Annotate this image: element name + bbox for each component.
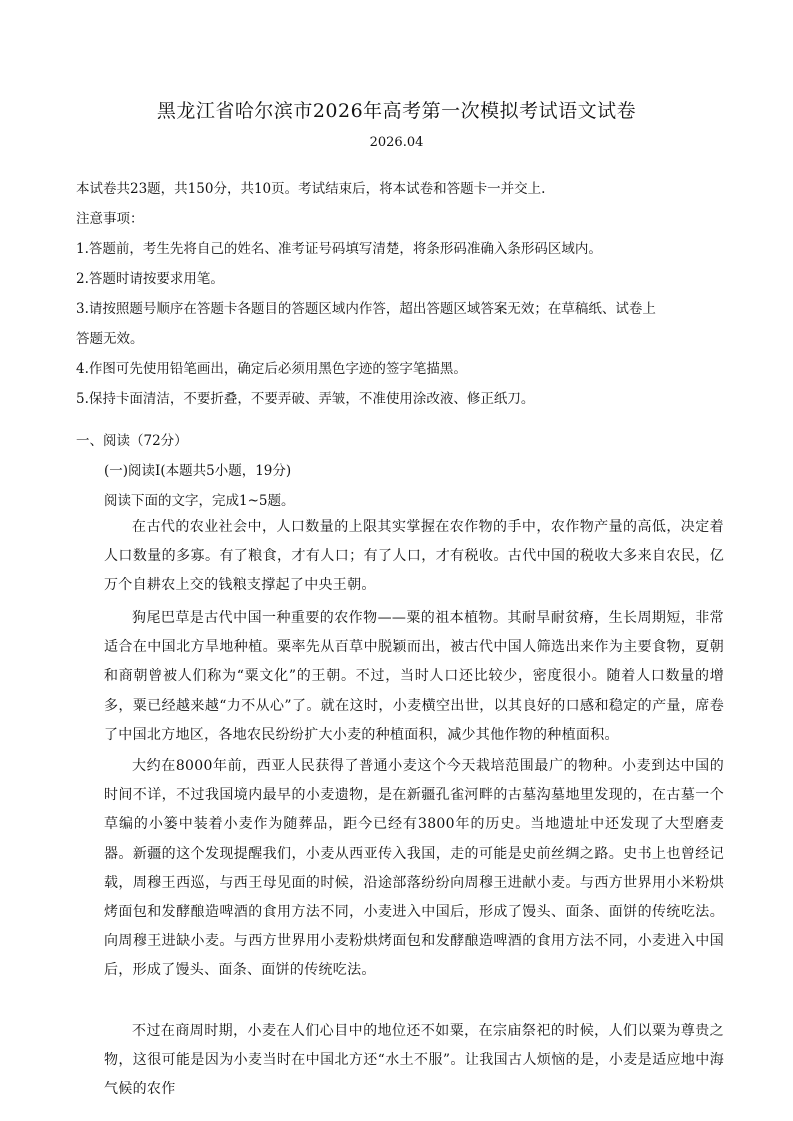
page-title: 黑龙江省哈尔滨市2026年高考第一次模拟考试语文试卷 (156, 100, 637, 122)
section-subheading: (一)阅读Ⅰ(本题共5小题，19分) (104, 463, 292, 479)
notice-heading: 注意事项： (76, 211, 144, 227)
notice-item: 1.答题前，考生先将自己的姓名、准考证号码填写清楚，将条形码准确入条形码区域内。 (76, 241, 602, 257)
passage-paragraph-4: 不过在商周时期，小麦在人们心目中的地位还不如粟，在宗庙祭祀的时候，人们以粟为尊贵之物，这很可能是因为小麦当时在中国北方还“水土不服”。让我国古人烦恼的是，小麦是适应地中海气候的农作 (104, 1023, 724, 1098)
section-instruction: 阅读下面的文字，完成1~5题。 (104, 493, 295, 509)
section-heading: 一、阅读（72分） (76, 433, 188, 449)
intro-text: 本试卷共23题，共150分，共10页。考试结束后，将本试卷和答题卡一并交上. (76, 181, 546, 197)
notice-item: 5.保持卡面清洁，不要折叠，不要弄破、弄皱，不准使用涂改液、修正纸刀。 (76, 391, 535, 407)
passage-paragraph-1: 在古代的农业社会中，人口数量的上限其实掌握在农作物的手中，农作物产量的高低，决定着人口数量的多寡。有了粮食，才有人口；有了人口，才有税收。古代中国的税收大多来自农民，亿万个自耕农上交的钱粮支撑起了中央王朝。 (104, 519, 724, 594)
passage-paragraph-2: 狗尾巴草是古代中国一种重要的农作物——粟的祖本植物。其耐旱耐贫瘠，生长周期短，非常适合在中国北方旱地种植。粟率先从百草中脱颖而出，被古代中国人筛选出来作为主要食物，夏朝和商朝曾被人们称为“粟文化”的王朝。不过，当时人口还比较少，密度很小。随着人口数量的增多，粟已经越来越“力不从心”了。就在这时，小麦横空出世，以其良好的口感和稳定的产量，席卷了中国北方地区，各地农民纷纷扩大小麦的种植面积，减少其他作物的种植面积。 (104, 610, 724, 743)
notice-item: 答题无效。 (76, 331, 144, 347)
notice-item: 3.请按照题号顺序在答题卡各题目的答题区域内作答，超出答题区域答案无效；在草稿纸、试卷上 (76, 301, 656, 317)
passage-paragraph-3: 大约在8000年前，西亚人民获得了普通小麦这个今天栽培范围最广的物种。小麦到达中国的时间不详，不过我国境内最早的小麦遗物，是在新疆孔雀河畔的古墓沟墓地里发现的，在古墓一个草编的小篓中装着小麦作为随葬品，距今已经有3800年的历史。当地遗址中还发现了大型磨麦器。新疆的这个发现提醒我们，小麦从西亚传入我国，走的可能是史前丝绸之路。史书上也曾经记载，周穆王西巡，与西王母见面的时候，沿途部落纷纷向周穆王进献小麦。与西方世界用小米粉烘烤面包和发酵酿造啤酒的食用方法不同，小麦进入中国后，形成了馒头、面条、面饼的传统吃法。向周穆王进缺小麦。与西方世界用小麦粉烘烤面包和发酵酿造啤酒的食用方法不同，小麦进入中国后，形成了馒头、面条、面饼的传统吃法。 (104, 758, 724, 979)
exam-date: 2026.04 (369, 135, 424, 150)
notice-item: 4.作图可先使用铅笔画出，确定后必须用黑色字迹的签字笔描黑。 (76, 361, 467, 377)
notice-item: 2.答题时请按要求用笔。 (76, 271, 224, 287)
